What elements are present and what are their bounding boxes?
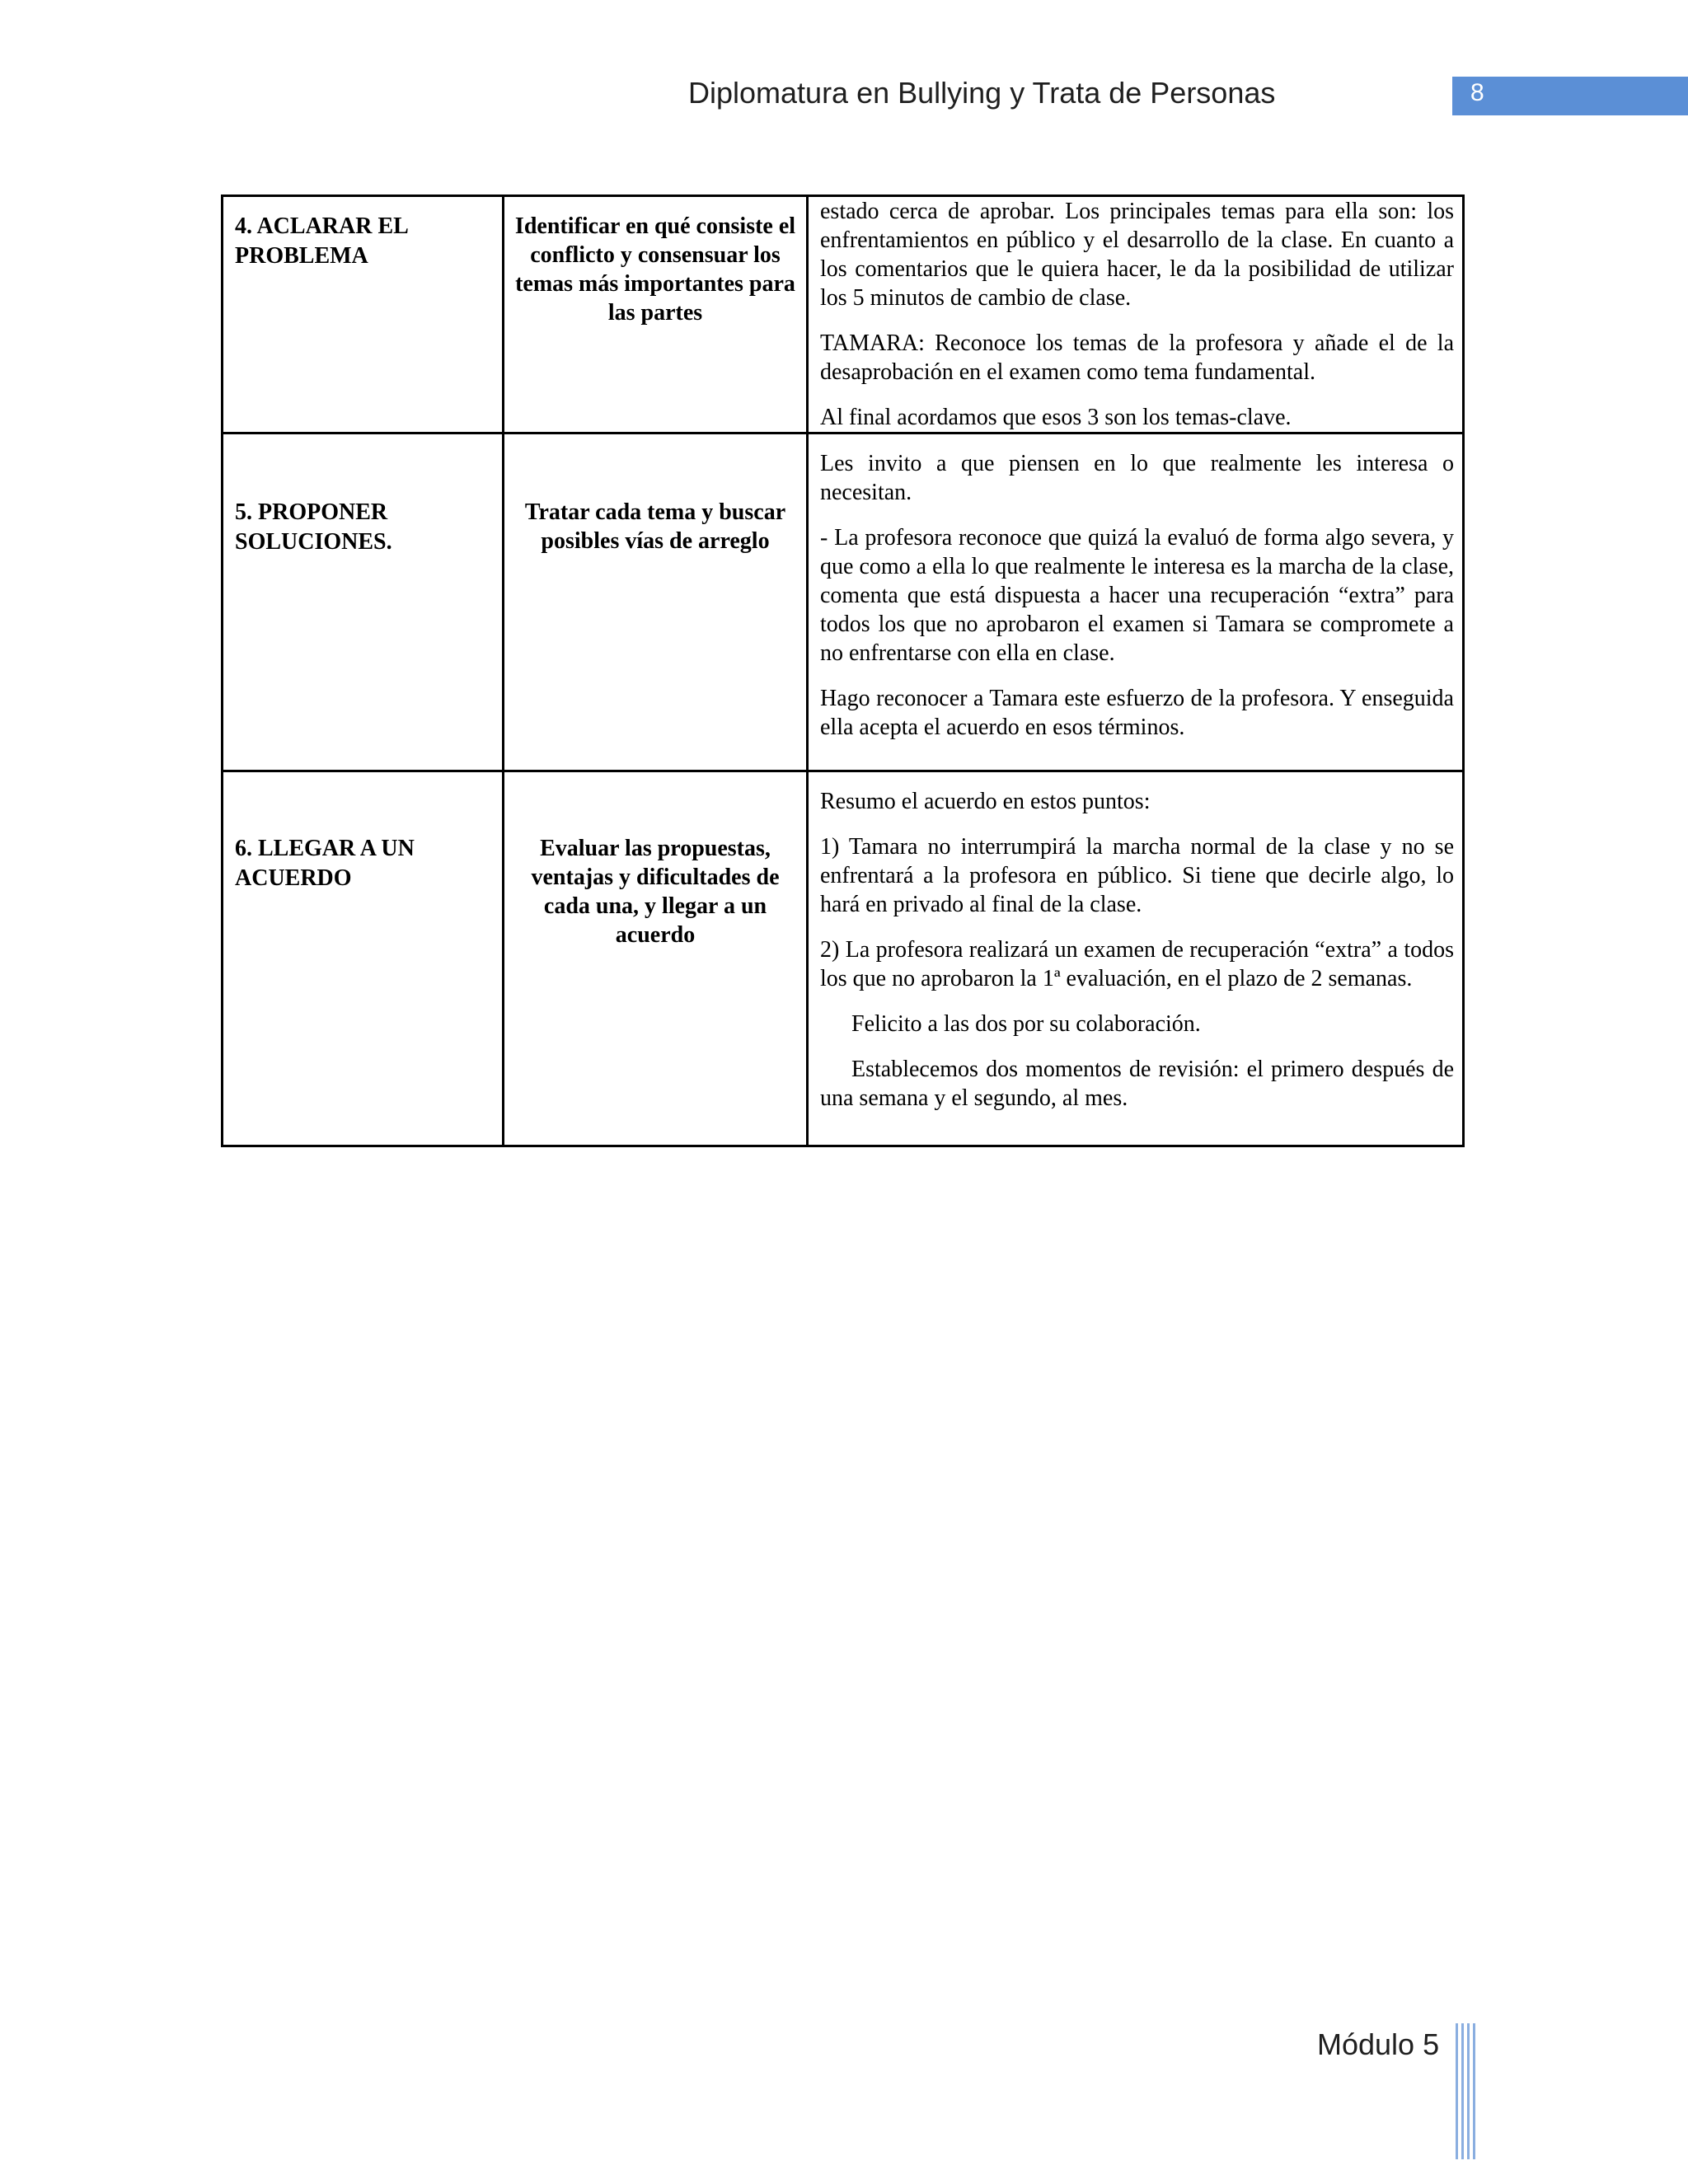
development-cell	[808, 196, 1464, 434]
stage-cell	[223, 196, 504, 434]
development-paragraph: Les invito a que piensen en lo que realmente les interesa o necesitan.	[820, 451, 1454, 505]
objective-text: Evaluar las propuestas, ventajas y dificultades de cada una, y llegar a un acuerdo	[531, 836, 780, 948]
objective-cell	[504, 434, 808, 771]
development-paragraph: 1) Tamara no interrumpirá la marcha normal de la clase y no se enfrentará a la profesora en público. Si tiene que decirle algo, lo hará en privado al final de la clase.	[820, 834, 1454, 917]
footer-line	[1473, 2023, 1475, 2159]
document-header-title: Diplomatura en Bullying y Trata de Personas	[688, 76, 1276, 110]
footer-module-label: Módulo 5	[1317, 2027, 1440, 2061]
footer-line	[1461, 2023, 1464, 2159]
development-paragraph: Felicito a las dos por su colaboración.	[851, 1011, 1201, 1037]
development-paragraph: estado cerca de aprobar. Los principales temas para ella son: los enfrentamientos en público y el desarrollo de la clase. En cuanto a los comentarios que le quiera hacer, le da la posibilidad de utilizar los 5 minutos de cambio de clase.	[820, 199, 1454, 311]
objective-cell	[504, 771, 808, 1146]
development-paragraph: Hago reconocer a Tamara este esfuerzo de la profesora. Y enseguida ella acepta el acuerdo en esos términos.	[820, 686, 1454, 740]
stage-label: 4. ACLARAR EL PROBLEMA	[235, 213, 408, 269]
development-paragraph: Al final acordamos que esos 3 son los temas-clave.	[820, 405, 1292, 430]
table-row	[223, 196, 1464, 434]
table-row	[223, 434, 1464, 771]
development-paragraph: Establecemos dos momentos de revisión: el primero después de una semana y el segundo, al mes.	[820, 1057, 1454, 1111]
objective-cell	[504, 196, 808, 434]
stage-cell	[223, 434, 504, 771]
stage-cell	[223, 771, 504, 1146]
stage-label: 5. PROPONER SOLUCIONES.	[235, 499, 392, 555]
objective-text: Identificar en qué consiste el conflicto y consensuar los temas más importantes para las partes	[514, 213, 796, 326]
footer-line	[1467, 2023, 1470, 2159]
development-paragraph: - La profesora reconoce que quizá la evaluó de forma algo severa, y que como a ella lo que realmente le interesa es la marcha de la clase, comenta que está dispuesta a hacer una recuperación “extra” para todos los que no aprobaron el examen si Tamara se compromete a no enfrentarse con ella en clase.	[820, 525, 1454, 666]
footer-decorative-lines	[1456, 2023, 1477, 2159]
mediation-steps-table	[221, 194, 1465, 1147]
table-row	[223, 771, 1464, 1146]
development-cell	[808, 771, 1464, 1146]
development-paragraph: TAMARA: Reconoce los temas de la profesora y añade el de la desaprobación en el examen como tema fundamental.	[820, 330, 1454, 385]
stage-label: 6. LLEGAR A UN ACUERDO	[235, 836, 415, 891]
development-paragraph: 2) La profesora realizará un examen de recuperación “extra” a todos los que no aprobaron la 1ª evaluación, en el plazo de 2 semanas.	[820, 937, 1454, 991]
page-number-badge: 8	[1452, 77, 1688, 115]
objective-text: Tratar cada tema y buscar posibles vías de arreglo	[524, 499, 786, 554]
development-paragraph: Resumo el acuerdo en estos puntos:	[820, 789, 1151, 814]
development-cell	[808, 434, 1464, 771]
footer-line	[1456, 2023, 1458, 2159]
